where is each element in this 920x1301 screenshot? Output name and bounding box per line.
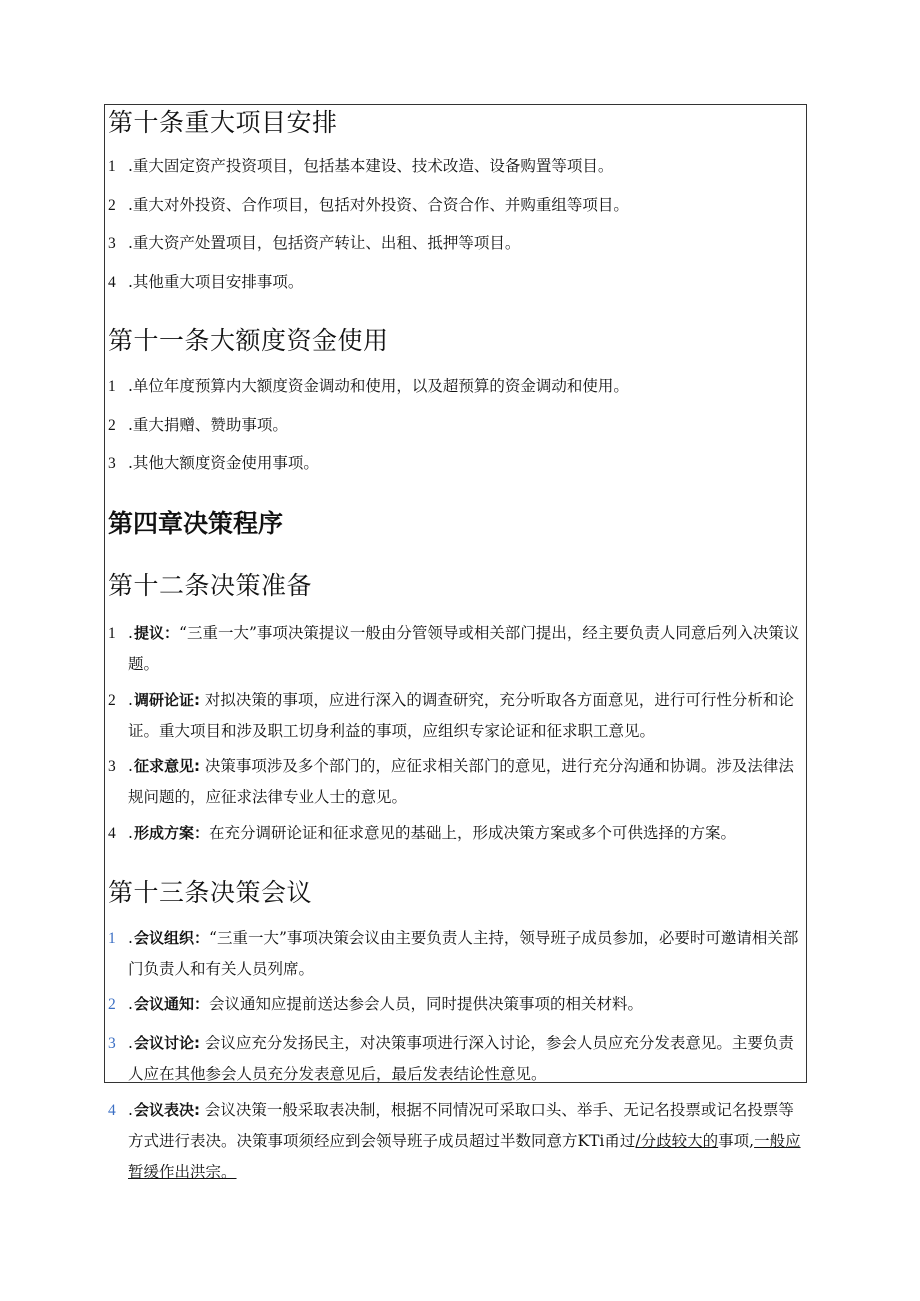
- item-text: .单位年度预算内大额度资金调动和使用，以及超预算的资金调动和使用。: [128, 377, 629, 395]
- underlined-text-2: 一般应暂缓作出洪宗。: [128, 1132, 801, 1181]
- article-11-heading: 第十一条大额度资金使用: [108, 326, 389, 355]
- item-lead: 会议通知：: [134, 995, 210, 1013]
- item-text: .重大资产处置项目，包括资产转让、出租、抵押等项目。: [128, 234, 521, 252]
- item-number: 2: [108, 692, 116, 709]
- item-text: .重大固定资产投资项目，包括基本建设、技术改造、设备购置等项目。: [128, 157, 614, 175]
- item-number: 2: [108, 197, 116, 214]
- item-text: .会议表决: 会议决策一般采取表决制，根据不同情况可采取口头、举手、无记名投票或记名投票等方式进行表决。决策事项须经应到会领导班子成员超过半数同意方KTi甬过/分歧较大的事项,一般应暂缓作出洪宗。: [128, 1101, 801, 1181]
- item-number: 3: [108, 235, 116, 252]
- item-content-2: 事项,: [718, 1132, 755, 1150]
- item-lead: 会议组织：: [134, 929, 210, 947]
- item-content: “三重一大”事项决策提议一般由分管领导或相关部门提出，经主要负责人同意后列入决策议题。: [128, 624, 800, 673]
- item-number: 1: [108, 930, 116, 947]
- article-13-heading: 第十三条决策会议: [108, 878, 313, 907]
- item-lead: 提议：: [134, 624, 180, 642]
- article-13-item-3: [108, 1028, 808, 1090]
- item-number: 3: [108, 758, 116, 775]
- item-text: .形成方案：在充分调研论证和征求意见的基础上，形成决策方案或多个可供选择的方案。: [128, 824, 737, 842]
- item-lead: 征求意见:: [134, 757, 200, 775]
- article-11-item-3: [108, 448, 808, 479]
- article-12-item-4: [108, 818, 808, 849]
- item-content: 会议通知应提前送达参会人员，同时提供决策事项的相关材料。: [209, 995, 644, 1013]
- item-content: “三重一大”事项决策会议由主要负责人主持，领导班子成员参加，必要时可邀请相关部门负责人和有关人员列席。: [128, 929, 799, 978]
- article-12-item-1: [108, 618, 808, 680]
- item-text: .其他重大项目安排事项。: [128, 273, 304, 291]
- article-12-item-3: [108, 751, 808, 813]
- underlined-text: /分歧较大的: [635, 1132, 719, 1150]
- article-12-item-2: [108, 685, 808, 747]
- item-text: .提议：“三重一大”事项决策提议一般由分管领导或相关部门提出，经主要负责人同意后列入决策议题。: [128, 624, 800, 673]
- article-10-item-4: [108, 267, 808, 298]
- article-13-item-2: [108, 989, 808, 1020]
- article-10-item-3: [108, 228, 808, 259]
- article-13-item-4: [108, 1095, 808, 1188]
- item-number: 2: [108, 417, 116, 434]
- item-number: 4: [108, 825, 116, 842]
- article-10-item-1: [108, 151, 808, 182]
- item-text: .会议通知：会议通知应提前送达参会人员，同时提供决策事项的相关材料。: [128, 995, 644, 1013]
- item-text: .重大捐赠、赞助事项。: [128, 416, 288, 434]
- item-text: .会议讨论: 会议应充分发扬民主，对决策事项进行深入讨论，参会人员应充分发表意见。主要负责人应在其他参会人员充分发表意见后，最后发表结论性意见。: [128, 1034, 794, 1083]
- article-10-item-2: [108, 190, 808, 221]
- item-content: 决策事项涉及多个部门的，应征求相关部门的意见，进行充分沟通和协调。涉及法律法规问题的，应征求法律专业人士的意见。: [128, 757, 794, 806]
- item-number: 1: [108, 378, 116, 395]
- article-10-heading: 第十条重大项目安排: [108, 108, 338, 137]
- item-number: 4: [108, 1102, 116, 1119]
- chapter-4-heading: 第四章决策程序: [108, 509, 284, 538]
- item-text: .重大对外投资、合作项目，包括对外投资、合资合作、并购重组等项目。: [128, 196, 629, 214]
- article-13-item-1: [108, 923, 808, 985]
- item-content: 会议应充分发扬民主，对决策事项进行深入讨论，参会人员应充分发表意见。主要负责人应在其他参会人员充分发表意见后，最后发表结论性意见。: [128, 1034, 794, 1083]
- item-content: 在充分调研论证和征求意见的基础上，形成决策方案或多个可供选择的方案。: [209, 824, 737, 842]
- item-lead: 调研论证:: [134, 691, 200, 709]
- item-lead: 形成方案：: [134, 824, 210, 842]
- item-text: .征求意见: 决策事项涉及多个部门的，应征求相关部门的意见，进行充分沟通和协调。涉及法律法规问题的，应征求法律专业人士的意见。: [128, 757, 794, 806]
- item-text: .其他大额度资金使用事项。: [128, 454, 319, 472]
- item-content: 对拟决策的事项，应进行深入的调查研究，充分听取各方面意见，进行可行性分析和论证。重大项目和涉及职工切身利益的事项，应组织专家论证和征求职工意见。: [128, 691, 794, 740]
- item-lead: 会议讨论:: [134, 1034, 200, 1052]
- item-content: 会议决策一般采取表决制，根据不同情况可采取口头、举手、无记名投票或记名投票等方式进行表决。决策事项须经应到会领导班子成员超过半数同意方KTi甬过: [128, 1101, 794, 1150]
- article-11-item-1: [108, 371, 808, 402]
- article-11-item-2: [108, 410, 808, 441]
- item-text: .会议组织：“三重一大”事项决策会议由主要负责人主持，领导班子成员参加，必要时可邀请相关部门负责人和有关人员列席。: [128, 929, 799, 978]
- item-number: 3: [108, 455, 116, 472]
- item-lead: 会议表决:: [134, 1101, 200, 1119]
- item-number: 3: [108, 1035, 116, 1052]
- item-number: 1: [108, 158, 116, 175]
- item-number: 1: [108, 625, 116, 642]
- item-text: .调研论证: 对拟决策的事项，应进行深入的调查研究，充分听取各方面意见，进行可行性分析和论证。重大项目和涉及职工切身利益的事项，应组织专家论证和征求职工意见。: [128, 691, 794, 740]
- item-number: 2: [108, 996, 116, 1013]
- article-12-heading: 第十二条决策准备: [108, 571, 313, 600]
- item-number: 4: [108, 274, 116, 291]
